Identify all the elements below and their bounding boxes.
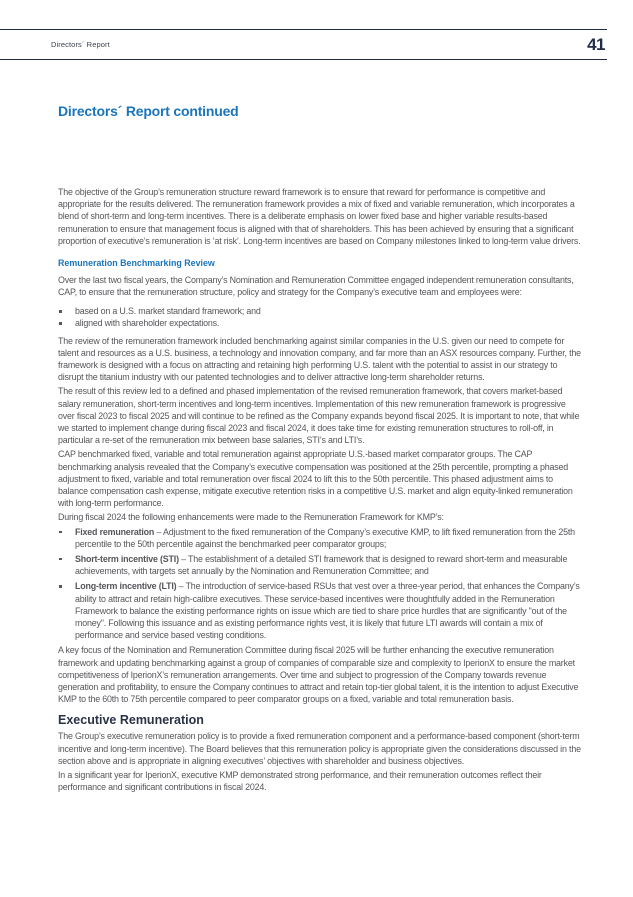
list-item-text: – Adjustment to the fixed remuneration of the Company’s executive KMP, to lift fixed remuneration from the 25th percentile to the 50th percentile against the benchmarked peer comparator groups; xyxy=(75,526,575,549)
section-heading-remuneration-benchmarking-review: Remuneration Benchmarking Review xyxy=(58,258,215,269)
bullet-marker xyxy=(59,531,62,534)
list-item-term: Long-term incentive (LTI) xyxy=(75,581,177,592)
paragraph-objective: The objective of the Group’s remuneration structure reward framework is to ensure that reward for performance is competitive and appropriate for the results delivered. The remuneration framework provides a mix of fixed and variable remuneration, which incorporates a blend of short-term and long-term incentives. There is a deliberate emphasis on lower fixed base and higher variable results-based remuneration to ensure that management focus is aligned with that of shareholders. This has been achieved by ensuring that a significant proportion of executive’s remuneration is ‘at risk’. Long-term incentives are based on Company milestones linked to long-term value drivers. xyxy=(58,187,581,246)
bullet-marker xyxy=(59,558,62,561)
list-item xyxy=(58,526,582,550)
bullet-marker xyxy=(59,322,62,325)
paragraph-kmp-performance: In a significant year for IperionX, executive KMP demonstrated strong performance, and their remuneration outcomes reflect their performance and significant contributions in fiscal 2024. xyxy=(58,770,542,793)
list-item-term: Short-term incentive (STI) xyxy=(75,553,179,564)
paragraph-phased-implementation: The result of this review led to a defined and phased implementation of the revised remuneration framework, that covers market-based salary remuneration, short-term incentives and long-term incentives. Implementation of this new remuneration framework is progressive over fiscal 2023 to fiscal 2025 and will continue to be refined as the Company expands beyond fiscal 2025. It is important to note, that while we started to implement change during fiscal 2023 and fiscal 2024, it does take time for existing remuneration structures to roll-off, in particular a re-set of the remuneration mix between base salaries, STI’s and LTI’s. xyxy=(58,386,580,446)
paragraph-review-benchmarking: The review of the remuneration framework included benchmarking against similar companies in the U.S. given our need to compete for talent and resources as a U.S. business, a technology and innovation company, and far more than an ASX resources company. Further, the framework is designed with a focus on attracting and retaining high performing U.S. talent with the potential to assist in our strategy to disrupt the titanium industry with our patented technologies and to deliver attractive long-term shareholder returns. xyxy=(58,335,581,383)
list-item xyxy=(58,580,582,641)
page-content xyxy=(58,102,582,795)
bullet-marker xyxy=(59,585,62,588)
page-number: 41 xyxy=(587,34,605,54)
paragraph-committee-engagement: Over the last two fiscal years, the Company’s Nomination and Remuneration Committee engaged independent remuneration consultants, CAP, to ensure that the remuneration structure, policy and strategy for the Company’s executive team and employees were: xyxy=(58,275,574,298)
list-item-text: based on a U.S. market standard framework; and xyxy=(75,306,261,317)
bullet-list-enhancements xyxy=(58,526,582,642)
page-header xyxy=(0,29,607,60)
list-item-term: Fixed remuneration xyxy=(75,526,155,537)
paragraph-fiscal-2025-focus: A key focus of the Nomination and Remuneration Committee during fiscal 2025 will be further enhancing the executive remuneration framework and updating benchmarking against a group of companies of comparable size and complexity to IperionX to ensure the market competitiveness of IperionX’s remuneration arrangements. Over time and subject to progression of the Company towards revenue generation and profitability, to ensure the Company continues to attract and retain top-tier global talent, it is the intention to adjust Executive KMP to the 60th to 75th percentile compared to peer comparator groups on a fixed, variable and total remuneration basis. xyxy=(58,645,579,705)
subsection-heading-executive-remuneration: Executive Remuneration xyxy=(58,713,204,728)
list-item xyxy=(58,317,582,329)
paragraph-fiscal-2024-enhancements: During fiscal 2024 the following enhancements were made to the Remuneration Framework for KMP’s: xyxy=(58,512,444,523)
page-title: Directors´ Report continued xyxy=(58,103,239,119)
bullet-marker xyxy=(59,310,62,313)
bullet-list-framework-criteria xyxy=(58,305,582,329)
header-section-label: Directors´ Report xyxy=(51,40,110,49)
list-item-text: – The introduction of service-based RSUs that vest over a three-year period, that enhances the Company’s ability to attract and retain high-calibre executives. These service-based incentives were thoughtfully added in the Remuneration Framework to balance the existing performance rights on issue which are tied to share price hurdles that are significantly "out of the money". Following this issuance and as existing performance rights vest, it is likely that future LTI awards will contain a mix of performance and service based vesting conditions. xyxy=(75,581,580,641)
list-item-text: – The establishment of a detailed STI framework that is designed to reward short-term and measurable achievements, with targets set annually by the Nomination and Remuneration Committee; and xyxy=(75,553,568,577)
list-item xyxy=(58,553,582,577)
paragraph-remuneration-policy: The Group’s executive remuneration policy is to provide a fixed remuneration component and a performance-based component (short-term incentive and long-term incentive). The Board believes that this remuneration policy is appropriate given the considerations discussed in the section above and is appropriate in aligning executives’ objectives with shareholder and business objectives. xyxy=(58,731,581,766)
list-item-text: aligned with shareholder expectations. xyxy=(75,318,220,329)
paragraph-cap-benchmarking: CAP benchmarked fixed, variable and total remuneration against appropriate U.S.-based market comparator groups. The CAP benchmarking analysis revealed that the Company’s executive compensation was positioned at the 25th percentile, prompting a phased adjustment to fixed, variable and total remuneration over fiscal 2024 to lift this to the 50th percentile. This phased adjustment aims to balance compensation cash expense, mitigate executive retention risks in a competitive U.S. market and align equity-linked remuneration with long-term performance. xyxy=(58,449,573,509)
list-item xyxy=(58,305,582,317)
